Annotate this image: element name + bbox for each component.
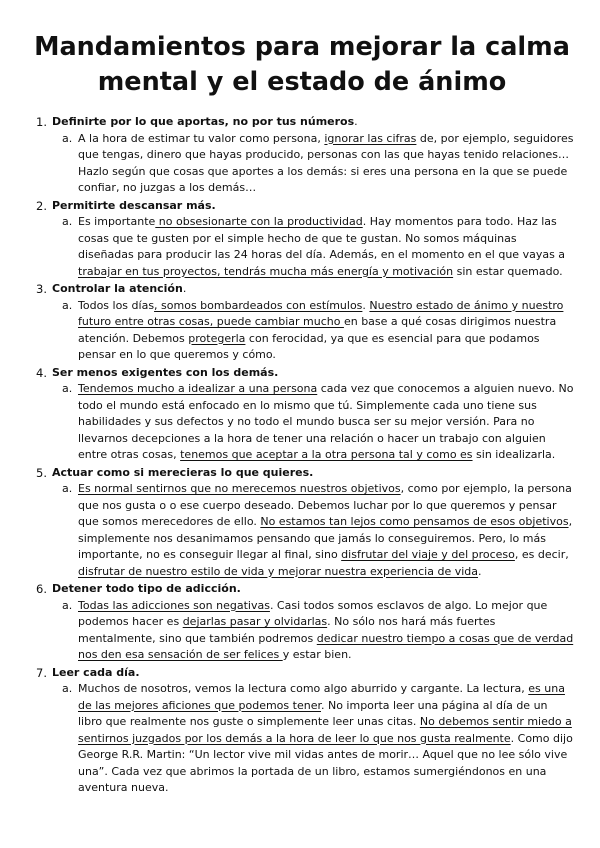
sub-item [52, 481, 574, 580]
item-number: 5. [36, 465, 47, 480]
sub-item [52, 598, 574, 664]
underlined-phrase: dedicar nuestro tiempo a cosas que de verdad nos den esa sensación de ser felices [78, 631, 574, 661]
text-run: . Casi todos somos esclavos de algo. Lo mejor que podemos hacer es [78, 598, 548, 628]
item-heading-line [52, 665, 574, 682]
underlined-phrase: trabajar en tus proyectos, tendrás mucha más energía y motivación [78, 264, 454, 278]
item-heading: Ser menos exigentes con los demás. [52, 365, 279, 379]
item-heading: Actuar como si merecieras lo que quieres. [52, 465, 314, 479]
underlined-phrase: no obsesionarte con la productividad [155, 215, 363, 228]
sub-item [52, 298, 574, 364]
text-run: . [362, 298, 370, 312]
underlined-phrase: tenemos que aceptar a la otra persona tal y como es [180, 448, 473, 461]
item-number: 4. [36, 365, 47, 380]
sub-item [52, 381, 574, 464]
text-run: Muchos de nosotros, vemos la lectura como algo aburrido y cargante. La lectura, [78, 682, 529, 695]
item-heading-line [52, 465, 574, 482]
sub-item-marker: a. [62, 131, 73, 145]
item-heading: Leer cada día. [52, 665, 140, 679]
item-heading-punctuation: . [182, 282, 187, 295]
sub-item-marker: a. [62, 598, 73, 612]
list-item [30, 114, 574, 197]
item-number: 1. [36, 115, 47, 129]
text-run: A la hora de estimar tu valor como persona, [78, 131, 325, 145]
text-run: sin idealizarla. [472, 448, 556, 461]
sub-item [52, 131, 574, 197]
sub-item-marker: a. [62, 215, 73, 228]
text-run: . No importa leer una página al día de un libro que realmente nos guste o simplemente leer unas citas. [78, 698, 548, 728]
text-run: , simplemente nos desanimamos pensando que jamás lo conseguiremos. Pero, lo más importante, no es conseguir llegar al final, sino [78, 515, 573, 561]
list-item [30, 365, 574, 464]
sub-item [52, 214, 574, 280]
underlined-phrase: Es normal sentirnos que no merecemos nuestros objetivos [78, 482, 401, 495]
underlined-phrase: es una de las mejores aficiones que podemos tener [78, 682, 565, 712]
item-heading-line [52, 281, 574, 298]
text-run: cada vez que conocemos a alguien nuevo. No todo el mundo está enfocado en lo mismo que tú. Simplemente cada uno tiene sus habilidades y sus defectos y no todo el mundo busca ser su mejor versión. Para no llevarnos decepciones a la hora de tener una relación o hacer un trabajo con alguien entre otras cosas, [78, 382, 574, 461]
text-run: en base a qué cosas dirigimos nuestra atención. Debemos [78, 315, 557, 345]
text-run: de, por ejemplo, seguidores que tengas, dinero que hayas producido, personas con las que hayas tenido relaciones… Hazlo según que cosas que aportes a los demás: si eres una persona en la que se puede confiar, no juzgas a los demás… [78, 131, 574, 194]
text-run: Es importante [78, 215, 156, 228]
sub-item [52, 681, 574, 797]
underlined-phrase: , somos bombardeados con estímulos [154, 298, 363, 312]
underlined-phrase: dejarlas pasar y olvidarlas [182, 615, 328, 628]
text-run: con ferocidad, ya que es esencial para que podamos pensar en lo que queremos y cómo. [78, 331, 540, 361]
underlined-phrase: ignorar las cifras [324, 131, 417, 145]
text-run: . No sólo nos hará más fuertes mentalmente, sino que también podremos [78, 615, 496, 645]
underlined-phrase: disfrutar de nuestro estilo de vida y mejorar nuestra experiencia de vida [78, 564, 479, 578]
item-number: 7. [36, 665, 47, 680]
item-number: 2. [36, 198, 47, 213]
sub-item-marker: a. [62, 682, 73, 695]
item-heading-line [52, 198, 574, 215]
item-number: 6. [36, 582, 47, 596]
item-heading-line [52, 365, 574, 382]
underlined-phrase: Todas las adicciones son negativas [78, 598, 270, 612]
text-run: , como por ejemplo, la persona que nos gusta o o ese cuerpo deseado. Debemos luchar por lo que queremos y pensar que somos merecedores de ello. [78, 482, 572, 528]
item-heading: Permitirte descansar más. [52, 198, 216, 212]
underlined-phrase: protegerla [188, 331, 246, 345]
text-run: , es decir, [514, 548, 569, 561]
text-run: sin estar quemado. [453, 264, 563, 278]
commandments-list [30, 114, 574, 797]
underlined-phrase: disfrutar del viaje y del proceso [341, 548, 515, 561]
text-run: . Hay momentos para todo. Haz las cosas que te gusten por el simple hecho de que te gustan. No somos máquinas diseñadas para producir las 24 horas del día. Además, en el momento en el que vayas a [78, 215, 566, 261]
item-heading-punctuation: . [354, 115, 358, 128]
item-heading: Controlar la atención [52, 282, 183, 295]
item-heading-line [52, 581, 574, 598]
underlined-phrase: Tendemos mucho a idealizar a una persona [78, 382, 318, 395]
underlined-phrase: Nuestro estado de ánimo y nuestro futuro entre otras cosas, puede cambiar mucho [78, 298, 564, 328]
sub-item-marker: a. [62, 482, 73, 495]
text-run: y estar bien. [282, 648, 352, 661]
list-item [30, 465, 574, 581]
underlined-phrase: No debemos sentir miedo a sentirnos juzgados por los demás a la hora de leer lo que nos gusta realmente [78, 715, 572, 745]
item-heading: Detener todo tipo de adicción. [52, 582, 241, 595]
sub-item-marker: a. [62, 382, 73, 395]
sub-item-marker: a. [62, 298, 73, 312]
text-run: . Como dijo George R.R. Martin: “Un lector vive mil vidas antes de morir… Aquel que no lee sólo vive una”. Cada vez que abrimos la portada de un libro, estamos sumergiéndonos en una aventura nueva. [78, 731, 573, 794]
list-item [30, 581, 574, 664]
text-run: . [478, 564, 482, 578]
text-run: Todos los días [78, 298, 155, 312]
item-heading: Definirte por lo que aportas, no por tus números [52, 115, 355, 128]
item-number: 3. [36, 282, 47, 296]
list-item [30, 281, 574, 364]
list-item [30, 665, 574, 797]
list-item [30, 198, 574, 281]
item-heading-line [52, 114, 574, 131]
page-title: Mandamientos para mejorar la calma mental y el estado de ánimo [34, 32, 570, 97]
underlined-phrase: No estamos tan lejos como pensamos de esos objetivos [260, 515, 569, 528]
